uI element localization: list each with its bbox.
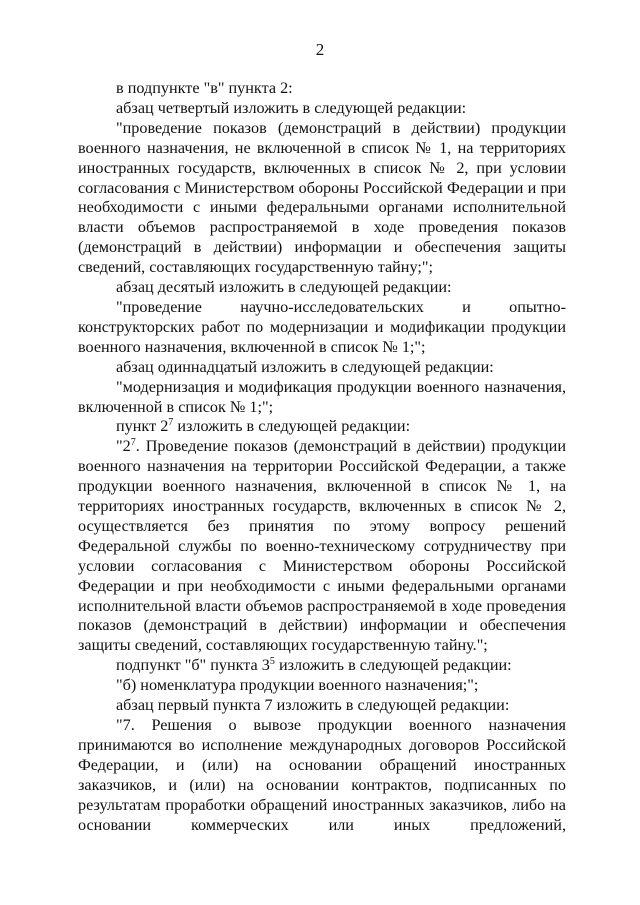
paragraph: "проведение научно-исследовательских и опытно-конструкторских работ по модернизации и модификации продукции военного назначения, включенной в список № 1;";	[78, 297, 566, 356]
paragraph: абзац десятый изложить в следующей редакции:	[116, 278, 452, 297]
paragraph: "модернизация и модификация продукции военного назначения, включенной в список № 1;";	[78, 377, 566, 416]
paragraph-text: пункт 2	[116, 417, 169, 436]
paragraph-text: изложить в следующей редакции:	[274, 656, 512, 675]
paragraph	[78, 437, 566, 656]
document-body	[78, 79, 566, 835]
superscript: 5	[269, 656, 275, 668]
paragraph: "б) номенклатура продукции военного назначения;";	[116, 676, 479, 695]
paragraph	[78, 656, 566, 676]
paragraph: в подпункте "в" пункта 2:	[116, 79, 293, 97]
paragraph-text: изложить в следующей редакции:	[173, 417, 411, 436]
paragraph	[78, 417, 566, 437]
superscript: 7	[168, 417, 174, 429]
paragraph: "проведение показов (демонстраций в действии) продукции военного назначения, не включенной в список № 1, на территориях иностранных государств, включенных в список № 2, при условии согласования с Министерством обороны Российской Федерации и при необходимости с иными федеральными органами исполнительной власти объемов распространяемой в ходе проведения показов (демонстраций в действии) информации и обеспечения защиты сведений, составляющих государственную тайну;";	[78, 118, 566, 277]
paragraph-text: "2	[116, 437, 131, 456]
paragraph: абзац первый пункта 7 изложить в следующей редакции:	[116, 696, 510, 715]
paragraph-text: . Проведение показов (демонстраций в действии) продукции военного назначения на территории Российской Федерации, а также продукции военного назначения, включенной в список № 1, на территориях иностранных государств, включенных в список № 2, осуществляется без принятия по этому вопросу решений Федеральной службы по военно-техническому сотрудничеству при условии согласования с Министерством обороны Российской Федерации и при необходимости с иными федеральными органами исполнительной власти объемов распространяемой в ходе проведения показов (демонстраций в действии) информации и обеспечения защиты сведений, составляющих государственную тайну.";	[78, 437, 566, 655]
superscript: 7	[130, 437, 136, 449]
page-number: 2	[315, 40, 325, 59]
paragraph: абзац одиннадцатый изложить в следующей редакции:	[116, 357, 494, 376]
paragraph: "7. Решения о вывозе продукции военного назначения принимаются во исполнение международных договоров Российской Федерации, и (или) на основании обращений иностранных заказчиков, и (или) на основании контрактов, подписанных по результатам проработки обращений иностранных заказчиков, либо на основании коммерческих или иных предложений,	[78, 716, 566, 834]
paragraph: абзац четвертый изложить в следующей редакции:	[116, 98, 467, 117]
paragraph-text: подпункт "б" пункта 3	[116, 656, 270, 675]
